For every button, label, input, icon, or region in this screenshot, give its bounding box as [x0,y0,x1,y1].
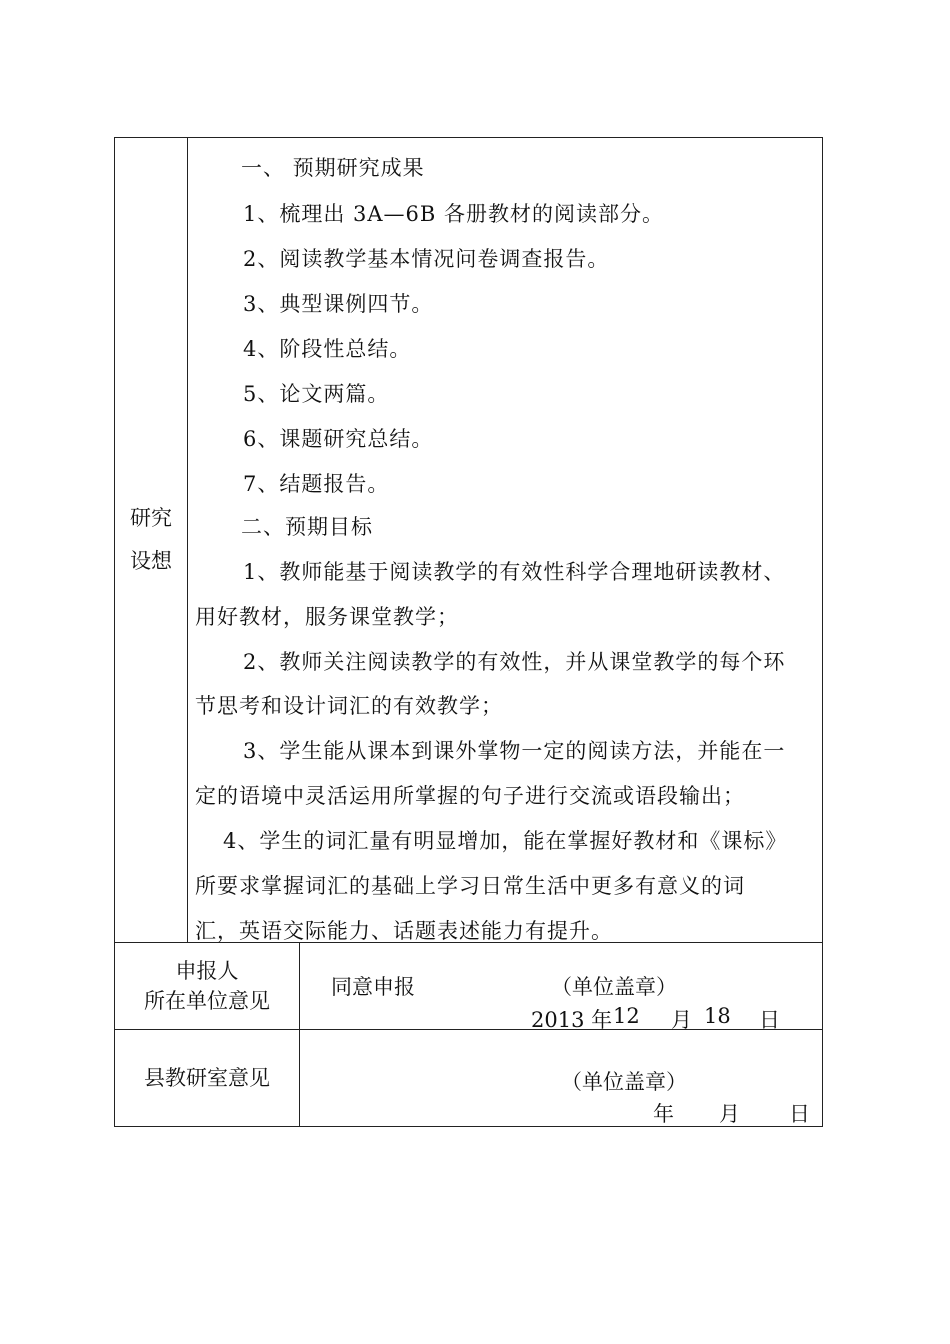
county-seal-text: （单位盖章） [561,1070,687,1094]
unit-opinion-row [114,943,823,1030]
county-opinion-content-cell [299,1030,822,1126]
research-plan-label-cell [115,138,188,942]
unit-opinion-content-cell [299,943,822,1032]
unit-day-label: 日 [759,1008,780,1032]
result-item: 7、结题报告。 [243,472,390,496]
unit-opinion-label-line1: 申报人 [175,959,239,983]
section-heading-expected-results: 一、 预期研究成果 [241,156,425,180]
goal-line: 2、教师关注阅读教学的有效性，并从课堂教学的每个环 [243,650,786,674]
result-item: 3、典型课例四节。 [243,292,434,316]
goal-line: 用好教材，服务课堂教学； [195,605,459,629]
result-item: 1、梳理出 3A—6B 各册教材的阅读部分。 [243,202,665,226]
result-item: 4、阶段性总结。 [243,337,412,361]
goal-line: 4、学生的词汇量有明显增加，能在掌握好教材和《课标》 [223,829,788,853]
result-item: 5、论文两篇。 [243,382,390,406]
application-form-table [114,137,823,1127]
county-opinion-row [114,1030,823,1127]
unit-opinion-label-line2: 所在单位意见 [144,989,270,1013]
goal-line: 3、学生能从课本到课外掌物一定的阅读方法，并能在一 [243,739,786,763]
county-month-label: 月 [719,1102,740,1126]
unit-month-value: 12 [613,1004,640,1028]
result-item: 2、阅读教学基本情况问卷调查报告。 [243,247,610,271]
county-day-label: 日 [789,1102,810,1126]
goal-line: 1、教师能基于阅读教学的有效性科学合理地研读教材、 [243,560,786,584]
section-heading-expected-goals: 二、预期目标 [241,515,373,539]
unit-seal-text: （单位盖章） [551,975,677,999]
research-plan-label-line1: 研究 [130,506,172,530]
agree-text: 同意申报 [331,975,415,999]
research-plan-label-line2: 设想 [130,549,172,573]
goal-line: 节思考和设计词汇的有效教学； [195,694,503,718]
goal-line: 定的语境中灵活运用所掌握的句子进行交流或语段输出； [195,784,745,808]
research-plan-row [114,137,823,943]
county-opinion-label: 县教研室意见 [144,1066,270,1090]
goal-line: 汇，英语交际能力、话题表述能力有提升。 [195,919,613,943]
research-plan-content-cell [187,138,822,942]
goal-line: 所要求掌握词汇的基础上学习日常生活中更多有意义的词 [195,874,745,898]
county-opinion-label-cell [115,1030,300,1126]
result-item: 6、课题研究总结。 [243,427,434,451]
unit-year: 2013 年 [531,1008,613,1032]
unit-day-value: 18 [704,1004,731,1028]
unit-opinion-label-cell [115,943,300,1029]
unit-month-label: 月 [671,1008,692,1032]
county-year-label: 年 [653,1102,674,1126]
